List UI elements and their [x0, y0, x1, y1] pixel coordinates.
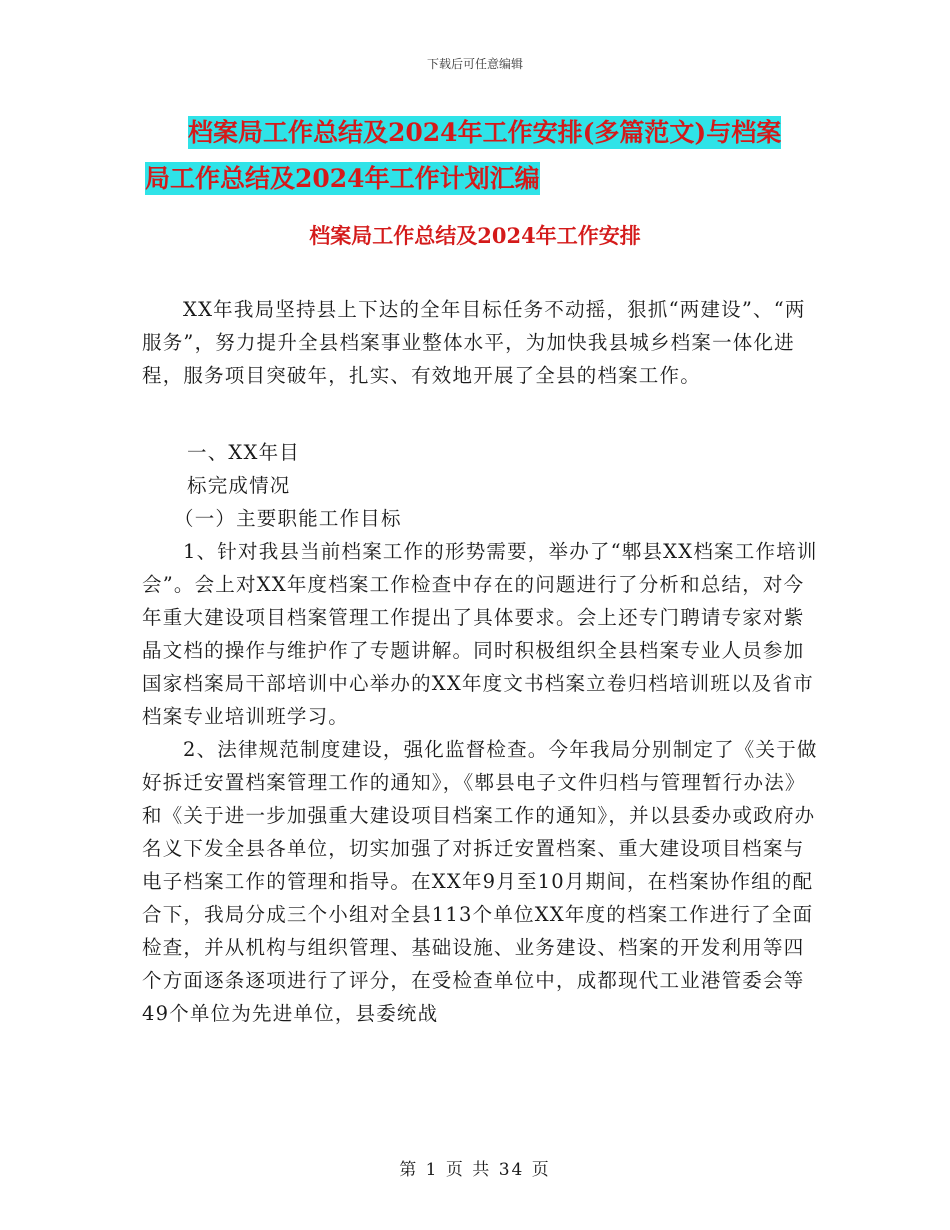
- document-body: [142, 293, 822, 1030]
- item-paragraph-1: 1、针对我县当前档案工作的形势需要，举办了“郫县XX档案工作培训会”。会上对XX年度档案工作检查中存在的问题进行了分析和总结，对今年重大建设项目档案管理工作提出了具体要求。会上还专门聘请专家对紫晶文档的操作与维护作了专题讲解。同时积极组织全县档案专业人员参加国家档案局干部培训中心举办的XX年度文书档案立卷归档培训班以及省市档案专业培训班学习。: [142, 540, 818, 728]
- main-title-line2: 局工作总结及2024年工作计划汇编: [145, 164, 540, 193]
- main-title: [145, 110, 835, 202]
- intro-paragraph: XX年我局坚持县上下达的全年目标任务不动摇，狠抓“两建设”、“两服务”，努力提升全县档案事业整体水平，为加快我县城乡档案一体化进程，服务项目突破年，扎实、有效地开展了全县的档案工作。: [142, 298, 806, 387]
- main-title-line1: 档案局工作总结及2024年工作安排(多篇范文)与档案: [188, 118, 782, 147]
- section-heading-1a: 一、XX年目: [187, 441, 300, 464]
- page-footer: 第 1 页 共 34 页: [399, 1160, 551, 1180]
- section-heading-1b: 标完成情况: [187, 474, 291, 497]
- item-paragraph-2: 2、法律规范制度建设，强化监督检查。今年我局分别制定了《关于做好拆迁安置档案管理工作的通知》，《郫县电子文件归档与管理暂行办法》和《关于进一步加强重大建设项目档案工作的通知》，并以县委办或政府办名义下发全县各单位，切实加强了对拆迁安置档案、重大建设项目档案与电子档案工作的管理和指导。在XX年9月至10月期间，在档案协作组的配合下，我局分成三个小组对全县113个单位XX年度的档案工作进行了全面检查，并从机构与组织管理、基础设施、业务建设、档案的开发利用等四个方面逐条逐项进行了评分，在受检查单位中，成都现代工业港管委会等49个单位为先进单位，县委统战: [142, 738, 818, 1025]
- subsection-heading: （一）主要职能工作目标: [174, 507, 402, 530]
- header-note: 下载后可任意编辑: [426, 57, 523, 71]
- sub-title: 档案局工作总结及2024年工作安排: [309, 223, 641, 248]
